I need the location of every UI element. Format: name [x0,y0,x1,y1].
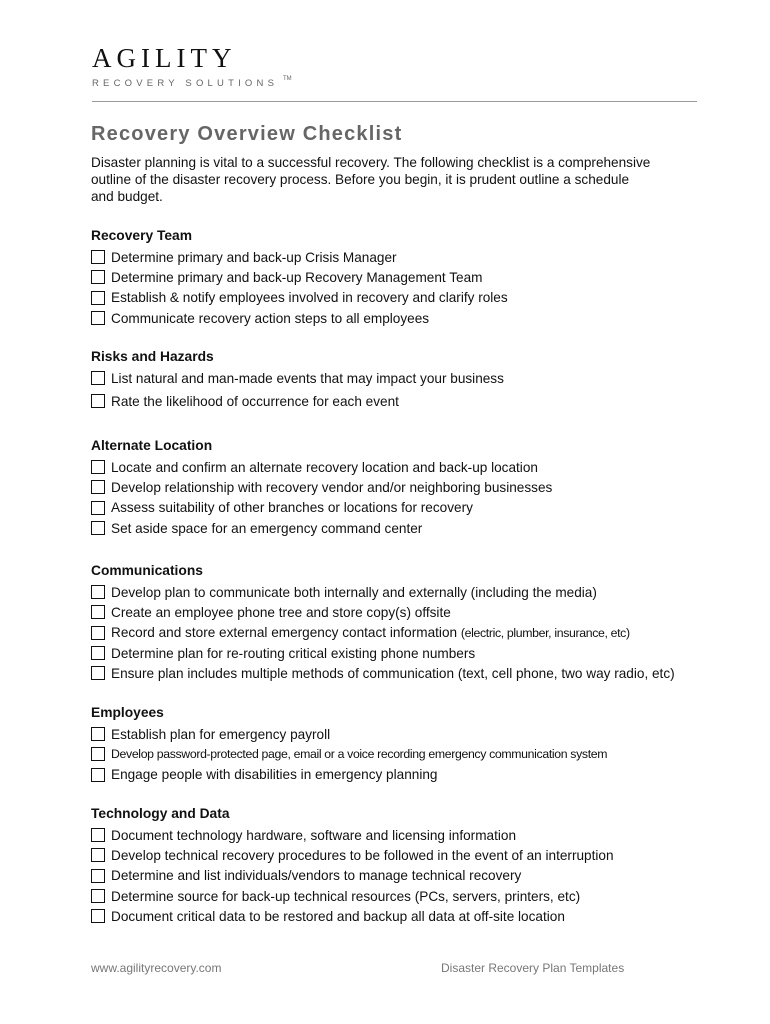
checklist-item[interactable] [91,457,552,477]
checklist-item[interactable] [91,518,552,538]
checkbox-icon[interactable] [91,727,105,741]
checklist-item[interactable] [91,247,508,267]
checkbox-icon[interactable] [91,768,105,782]
checklist-item[interactable] [91,765,607,785]
checkbox-icon[interactable] [91,250,105,264]
checklist-item[interactable] [91,724,607,744]
checkbox-icon[interactable] [91,270,105,284]
logo-tagline [92,78,292,89]
checklist-item-label: Determine plan for re-routing critical existing phone numbers [111,645,476,661]
section-heading: Recovery Team [91,228,192,243]
checklist-item[interactable] [91,663,675,683]
checklist-item[interactable] [91,498,552,518]
checklist-item-label: Develop relationship with recovery vendor and/or neighboring businesses [111,479,553,495]
checkbox-icon[interactable] [91,869,105,883]
section-heading: Communications [91,563,203,578]
section-communications [91,563,675,683]
header-divider [92,101,697,102]
checklist-item[interactable] [91,886,614,906]
footer-label: Disaster Recovery Plan Templates [441,961,625,975]
checklist-item-label: Determine primary and back-up Crisis Manager [111,249,397,265]
checklist-item-label: Develop password-protected page, email or a voice recording emergency communication system [111,747,608,762]
intro-paragraph: Disaster planning is vital to a successful recovery. The following checklist is a comprehensive outline of the disaster recovery process. Before you begin, it is prudent outline a schedule and budget. [91,155,651,204]
section-technology-and-data [91,806,614,926]
checklist-item-label: Set aside space for an emergency command center [111,520,423,536]
checklist-item[interactable] [91,582,675,602]
checkbox-icon[interactable] [91,394,105,408]
checklist-item[interactable] [91,845,614,865]
checklist-item-label: Record and store external emergency contact information [111,625,458,641]
checklist-item-label: Establish & notify employees involved in recovery and clarify roles [111,290,508,306]
checkbox-icon[interactable] [91,311,105,325]
checklist-item-label: Document critical data to be restored and backup all data at off-site location [111,908,565,924]
checkbox-icon[interactable] [91,747,105,761]
checklist-item-label: Establish plan for emergency payroll [111,726,331,742]
logo-tagline-text: RECOVERY SOLUTIONS [92,78,279,89]
checkbox-icon[interactable] [91,460,105,474]
checklist-item-label: Develop plan to communicate both internally and externally (including the media) [111,584,597,600]
checklist-item[interactable] [91,825,614,845]
checklist-item-label: Communicate recovery action steps to all employees [111,310,430,326]
checkbox-icon[interactable] [91,605,105,619]
checklist-item-label: Determine source for back-up technical resources (PCs, servers, printers, etc) [111,888,581,904]
checklist-item[interactable] [91,477,552,497]
checklist-item-label: Ensure plan includes multiple methods of communication (text, cell phone, two way radio, etc) [111,665,675,681]
section-risks-and-hazards [91,349,504,412]
section-recovery-team [91,228,508,328]
trademark-symbol: TM [282,76,292,82]
section-alternate-location [91,438,552,538]
checkbox-icon[interactable] [91,828,105,842]
checkbox-icon[interactable] [91,501,105,515]
section-heading: Risks and Hazards [91,349,214,364]
logo-wordmark: AGILITY [92,43,237,73]
page-title: Recovery Overview Checklist [91,123,403,145]
footer-website: www.agilityrecovery.com [91,961,222,975]
checklist-item[interactable] [91,288,508,308]
checklist-item-label: Rate the likelihood of occurrence for each event [111,393,399,409]
checkbox-icon[interactable] [91,646,105,660]
checklist-item[interactable] [91,308,508,328]
checklist-item[interactable] [91,643,675,663]
agility-logo [92,44,292,89]
checkbox-icon[interactable] [91,291,105,305]
checklist-item-label: Develop technical recovery procedures to be followed in the event of an interruption [111,847,614,863]
checkbox-icon[interactable] [91,909,105,923]
checklist-item[interactable] [91,368,504,388]
checklist-item-label: Assess suitability of other branches or locations for recovery [111,500,473,516]
checklist-item-label: List natural and man-made events that may impact your business [111,370,504,386]
checklist-item[interactable] [91,744,607,764]
checklist-item-label: Determine and list individuals/vendors to manage technical recovery [111,868,522,884]
checklist-item-label: Locate and confirm an alternate recovery location and back-up location [111,459,538,475]
section-employees [91,705,607,785]
checklist-item-label: Determine primary and back-up Recovery Management Team [111,269,483,285]
checklist-item-label: Create an employee phone tree and store copy(s) offsite [111,604,451,620]
checklist-item[interactable] [91,906,614,926]
section-heading: Alternate Location [91,438,213,453]
checklist-item-label: Engage people with disabilities in emergency planning [111,767,438,783]
checkbox-icon[interactable] [91,585,105,599]
checkbox-icon[interactable] [91,666,105,680]
checkbox-icon[interactable] [91,889,105,903]
checkbox-icon[interactable] [91,371,105,385]
section-heading: Employees [91,705,164,720]
checkbox-icon[interactable] [91,480,105,494]
section-heading: Technology and Data [91,806,230,821]
checklist-item[interactable] [91,391,504,411]
checklist-item-label: Document technology hardware, software and licensing information [111,827,517,843]
checklist-item[interactable] [91,602,675,622]
checklist-item-note: (electric, plumber, insurance, etc) [460,625,630,640]
checkbox-icon[interactable] [91,848,105,862]
checkbox-icon[interactable] [91,626,105,640]
checklist-item[interactable] [91,866,614,886]
checkbox-icon[interactable] [91,521,105,535]
checklist-item[interactable] [91,623,675,643]
checklist-item[interactable] [91,267,508,287]
